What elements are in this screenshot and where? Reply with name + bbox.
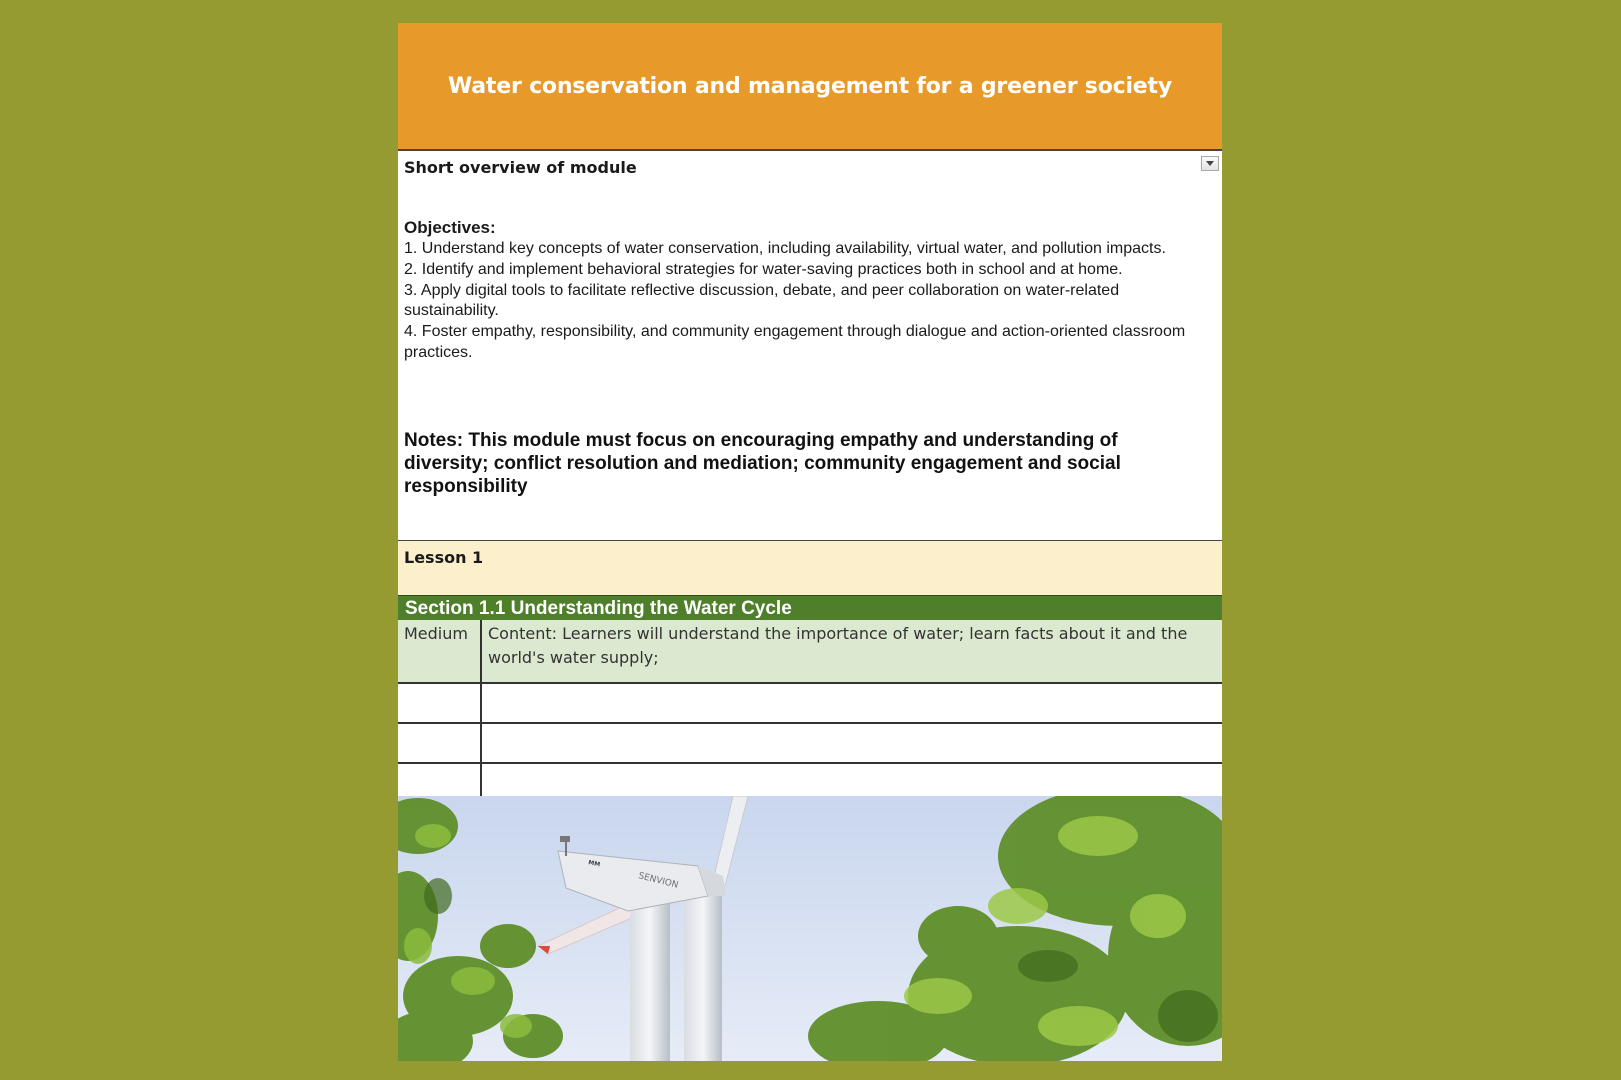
module-banner xyxy=(398,23,1222,149)
wind-turbine-photo xyxy=(398,796,1222,1061)
dropdown-arrow-button[interactable] xyxy=(1201,156,1219,171)
table-row[interactable] xyxy=(398,684,1222,724)
section-title: Section 1.1 Understanding the Water Cycle xyxy=(405,598,792,619)
medium-cell[interactable] xyxy=(398,724,482,762)
objective-item: 1. Understand key concepts of water conservation, including availability, virtual water, and pollution impacts. xyxy=(404,240,1166,257)
section-header[interactable] xyxy=(398,595,1222,620)
lesson-label: Lesson 1 xyxy=(404,548,484,567)
content-cell[interactable] xyxy=(482,620,1222,682)
objectives-title: Objectives: xyxy=(404,218,496,237)
overview-header: Short overview of module xyxy=(404,158,637,177)
objectives-block xyxy=(404,217,1212,364)
medium-cell[interactable] xyxy=(398,620,482,682)
content-text: Content: Learners will understand the importance of water; learn facts about it and the world's water supply; xyxy=(488,624,1188,667)
lesson-row[interactable] xyxy=(398,541,1222,595)
overview-cell[interactable] xyxy=(398,149,1222,541)
medium-cell[interactable] xyxy=(398,684,482,722)
table-row[interactable] xyxy=(398,724,1222,764)
turbine-brand-text: SENVION xyxy=(637,871,680,891)
module-notes: Notes: This module must focus on encouraging empathy and understanding of diversity; conflict resolution and mediation; community engagement and social responsibility xyxy=(404,430,1121,497)
wind-turbine-image xyxy=(398,796,1222,1061)
table-row[interactable] xyxy=(398,620,1222,684)
turbine-model-text: MM xyxy=(587,859,601,869)
objective-item: 4. Foster empathy, responsibility, and community engagement through dialogue and action-oriented classroom practices. xyxy=(404,323,1186,361)
objective-item: 3. Apply digital tools to facilitate reflective discussion, debate, and peer collaboration on water-related sustainability. xyxy=(404,281,1120,320)
content-cell[interactable] xyxy=(482,684,1222,722)
content-cell[interactable] xyxy=(482,724,1222,762)
medium-label: Medium xyxy=(404,624,468,643)
objective-item: 2. Identify and implement behavioral strategies for water-saving practices both in school and at home. xyxy=(404,260,1123,278)
module-title: Water conservation and management for a greener society xyxy=(448,73,1172,99)
module-document xyxy=(398,23,1222,1061)
chevron-down-icon xyxy=(1205,160,1215,167)
